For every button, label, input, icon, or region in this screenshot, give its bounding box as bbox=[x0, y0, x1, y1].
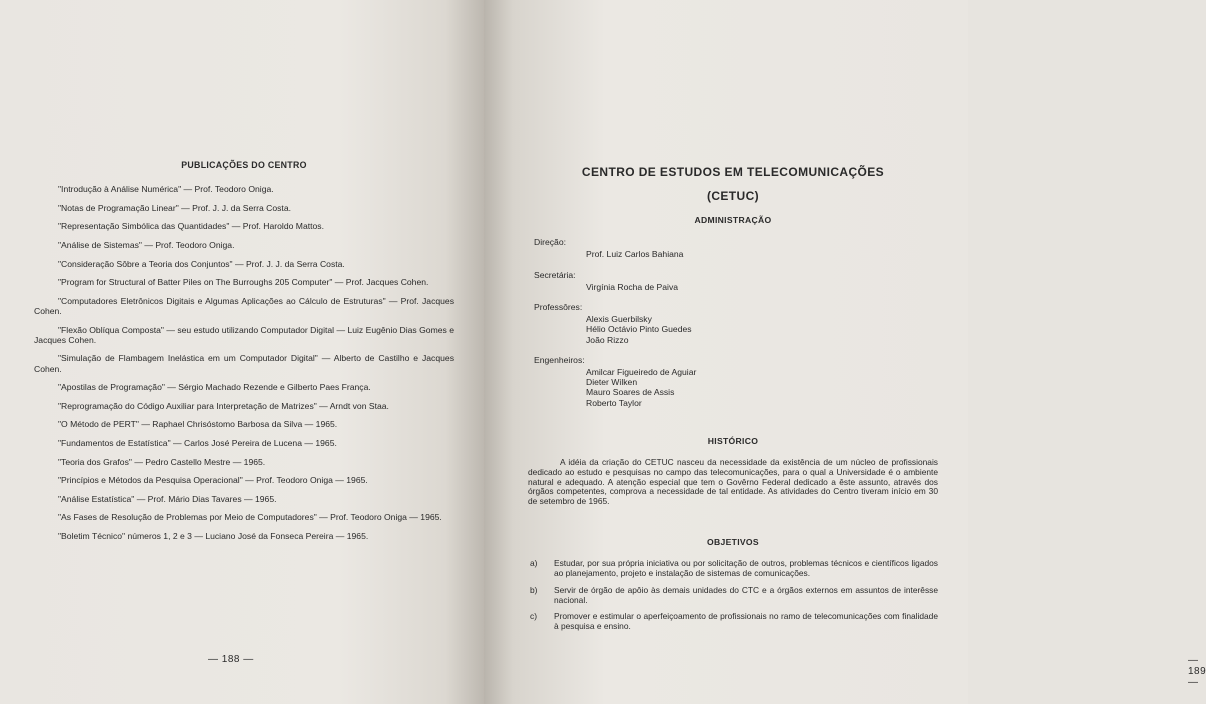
administration-title: ADMINISTRAÇÃO bbox=[694, 215, 772, 225]
person-name: Hélio Octávio Pinto Guedes bbox=[586, 324, 692, 335]
history-title: HISTÓRICO bbox=[707, 435, 759, 446]
objective-letter: a) bbox=[530, 558, 538, 569]
publication-item: "Program for Structural of Batter Piles on The Burroughs 205 Computer" — Prof. Jacques Cohen. bbox=[58, 277, 429, 288]
publication-item: "Boletim Técnico" números 1, 2 e 3 — Luciano José da Fonseca Pereira — 1965. bbox=[58, 530, 369, 541]
publication-item: "Introdução à Análise Numérica" — Prof. Teodoro Oniga. bbox=[58, 184, 274, 195]
person-name: Virgínia Rocha de Paiva bbox=[586, 281, 679, 292]
names-secretaria bbox=[586, 282, 938, 292]
right-page bbox=[484, 0, 1206, 704]
left-page-content bbox=[34, 160, 454, 550]
history-paragraph: A idéia da criação do CETUC nasceu da necessidade da existência de um núcleo de profissionais dedicado ao estudo e pesquisas no campo das telecomunicações, para o qual a Universidade é o ambiente natural e adequado. A atenção especial que tem o Govêrno Federal dedicado a êste assunto, através dos órgãos competentes, comprova a necessidade de tal entidade. As atividades do Centro tiveram início em 30 de setembro de 1965. bbox=[528, 457, 938, 507]
objective-item bbox=[528, 612, 938, 632]
publication-item: "Simulação de Flambagem Inelástica em um Computador Digital" — Alberto de Castilho e Jacques Cohen. bbox=[34, 353, 454, 374]
publication-item: "Notas de Programação Linear" — Prof. J. J. da Serra Costa. bbox=[58, 202, 291, 213]
publication-item: "As Fases de Resolução de Problemas por Meio de Computadores" — Prof. Teodoro Oniga — 1965. bbox=[58, 512, 442, 523]
person-name: Prof. Luiz Carlos Bahiana bbox=[586, 249, 684, 260]
publication-item: "Princípios e Métodos da Pesquisa Operacional" — Prof. Teodoro Oniga — 1965. bbox=[58, 475, 368, 486]
center-acronym: (CETUC) bbox=[706, 189, 760, 203]
person-name: Roberto Taylor bbox=[586, 397, 642, 408]
administration-block bbox=[534, 237, 938, 408]
names-professores bbox=[586, 314, 938, 345]
right-page-content bbox=[528, 165, 938, 639]
objectives-title: OBJETIVOS bbox=[707, 537, 759, 548]
person-name: Amilcar Figueiredo de Aguiar bbox=[586, 367, 697, 378]
publications-list bbox=[34, 184, 454, 541]
names-engenheiros bbox=[586, 367, 938, 408]
objectives-list bbox=[528, 559, 938, 632]
objective-item bbox=[528, 586, 938, 606]
role-label-professores: Professôres: bbox=[534, 302, 583, 313]
publication-item: "Análise de Sistemas" — Prof. Teodoro Oniga. bbox=[58, 239, 235, 250]
role-label-engenheiros: Engenheiros: bbox=[534, 354, 585, 365]
publication-item: "Fundamentos de Estatística" — Carlos José Pereira de Lucena — 1965. bbox=[58, 437, 337, 448]
objective-text: Servir de órgão de apôio às demais unidades do CTC e a órgãos externos em assuntos de interêsse nacional. bbox=[554, 584, 938, 605]
objective-item bbox=[528, 559, 938, 579]
publication-item: "Apostilas de Programação" — Sérgio Machado Rezende e Gilberto Paes França. bbox=[58, 382, 371, 393]
person-name: João Rizzo bbox=[586, 334, 629, 345]
objective-letter: b) bbox=[530, 584, 538, 595]
publication-item: "O Método de PERT" — Raphael Chrisóstomo Barbosa da Silva — 1965. bbox=[58, 419, 338, 430]
role-label-secretaria: Secretária: bbox=[534, 269, 576, 280]
names-direcao bbox=[586, 249, 938, 259]
person-name: Dieter Wilken bbox=[586, 377, 638, 388]
publication-item: "Análise Estatística" — Prof. Mário Dias Tavares — 1965. bbox=[58, 493, 277, 504]
page-number-right: — 189 — bbox=[1188, 655, 1206, 688]
person-name: Mauro Soares de Assis bbox=[586, 387, 675, 398]
page-number-left: — 188 — bbox=[208, 654, 254, 665]
objective-letter: c) bbox=[530, 611, 537, 622]
role-label-direcao: Direção: bbox=[534, 237, 566, 248]
objective-text: Estudar, por sua própria iniciativa ou por solicitação de outros, problemas técnicos e científicos ligados ao planejamento, projeto e instalação de sistemas de comunicações. bbox=[554, 558, 938, 579]
publication-item: "Reprogramação do Código Auxiliar para Interpretação de Matrizes" — Arndt von Staa. bbox=[58, 400, 389, 411]
objective-text: Promover e estimular o aperfeiçoamento de profissionais no ramo de telecomunicações com finalidade à pesquisa e ensino. bbox=[554, 611, 938, 632]
center-title: CENTRO DE ESTUDOS EM TELECOMUNICAÇÕES bbox=[581, 165, 885, 179]
publication-item: "Representação Simbólica das Quantidades" — Prof. Haroldo Mattos. bbox=[58, 221, 324, 232]
left-page bbox=[0, 0, 484, 704]
publication-item: "Computadores Eletrônicos Digitais e Algumas Aplicações ao Cálculo de Estruturas" — Prof. Jacques Cohen. bbox=[34, 295, 454, 316]
person-name: Alexis Guerbilsky bbox=[586, 314, 652, 325]
publication-item: "Teoria dos Grafos" — Pedro Castello Mestre — 1965. bbox=[58, 456, 266, 467]
section-title-publications: PUBLICAÇÕES DO CENTRO bbox=[181, 160, 307, 170]
publication-item: "Flexão Oblíqua Composta" — seu estudo utilizando Computador Digital — Luiz Eugênio Dias Gomes e Jacques Cohen. bbox=[34, 324, 454, 345]
publication-item: "Consideração Sôbre a Teoria dos Conjuntos" — Prof. J. J. da Serra Costa. bbox=[58, 258, 345, 269]
